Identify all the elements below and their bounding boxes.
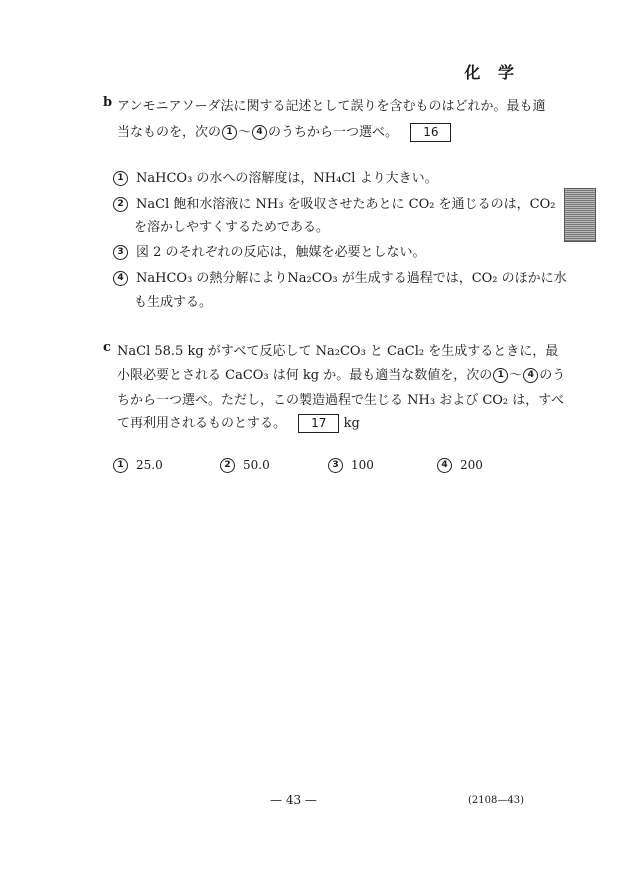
choice-value: 200 xyxy=(460,458,483,472)
stem-text: のうちから一つ選べ。 xyxy=(268,125,399,140)
circled-number-icon: 1 xyxy=(113,171,128,186)
tilde: ～ xyxy=(509,368,523,383)
circled-number-icon: 1 xyxy=(113,458,128,473)
question-b-stem-line1: アンモニアソーダ法に関する記述として誤りを含むものはどれか。最も適 xyxy=(117,99,546,114)
question-b-stem-line2 xyxy=(117,121,451,142)
option-text: NaHCO₃ の熱分解によりNa₂CO₃ が生成する過程では，CO₂ のほかに水 xyxy=(136,271,567,286)
choice-c-1[interactable] xyxy=(113,458,163,473)
choice-c-4[interactable] xyxy=(437,458,483,473)
option-text: NaCl 飽和水溶液に NH₃ を吸収させたあとに CO₂ を通じるのは，CO₂ xyxy=(136,197,556,212)
answer-box-16[interactable]: 16 xyxy=(410,123,451,142)
stem-text: て再利用されるものとする。 xyxy=(117,416,287,431)
stem-text: のう xyxy=(539,368,566,383)
tilde: ～ xyxy=(238,125,252,140)
question-c-stem-line1: NaCl 58.5 kg がすべて反応して Na₂CO₃ と CaCl₂ を生成するときに，最 xyxy=(117,344,559,359)
choice-c-3[interactable] xyxy=(328,458,374,473)
circled-number-icon: 3 xyxy=(328,458,343,473)
page-number: — 43 — xyxy=(270,793,317,807)
option-b-2[interactable] xyxy=(113,193,555,212)
question-c-stem-line4 xyxy=(117,412,360,433)
choice-c-2[interactable] xyxy=(220,458,270,473)
circled-number-icon: 4 xyxy=(252,125,267,140)
circled-number-icon: 4 xyxy=(523,368,538,383)
exam-code: (2108—43) xyxy=(468,795,524,806)
circled-number-icon: 1 xyxy=(222,125,237,140)
side-tab-marker xyxy=(564,188,596,242)
choice-value: 25.0 xyxy=(136,458,163,472)
option-b-2-cont: を溶かしやすくするためである。 xyxy=(134,220,330,235)
circled-number-icon: 3 xyxy=(113,245,128,260)
circled-number-icon: 2 xyxy=(220,458,235,473)
option-b-4[interactable] xyxy=(113,267,567,286)
question-c-label: c xyxy=(103,340,111,355)
question-c-stem-line3: ちから一つ選べ。ただし，この製造過程で生じる NH₃ および CO₂ は，すべ xyxy=(117,393,565,408)
choice-value: 100 xyxy=(351,458,374,472)
option-b-1[interactable] xyxy=(113,167,438,186)
choice-value: 50.0 xyxy=(243,458,270,472)
option-b-4-cont: も生成する。 xyxy=(134,295,213,310)
question-b-label: b xyxy=(103,95,113,110)
circled-number-icon: 2 xyxy=(113,197,128,212)
stem-text: 当なものを，次の xyxy=(117,125,222,140)
circled-number-icon: 4 xyxy=(113,271,128,286)
option-text: 図 2 のそれぞれの反応は，触媒を必要としない。 xyxy=(136,245,426,260)
option-b-3[interactable] xyxy=(113,241,426,260)
subject-heading: 化 学 xyxy=(464,63,520,82)
question-c-stem-line2 xyxy=(117,364,565,383)
unit-label: kg xyxy=(343,416,360,431)
circled-number-icon: 1 xyxy=(493,368,508,383)
circled-number-icon: 4 xyxy=(437,458,452,473)
answer-box-17[interactable]: 17 xyxy=(298,414,339,433)
option-text: NaHCO₃ の水への溶解度は，NH₄Cl より大きい。 xyxy=(136,171,438,186)
stem-text: 小限必要とされる CaCO₃ は何 kg か。最も適当な数値を，次の xyxy=(117,368,493,383)
